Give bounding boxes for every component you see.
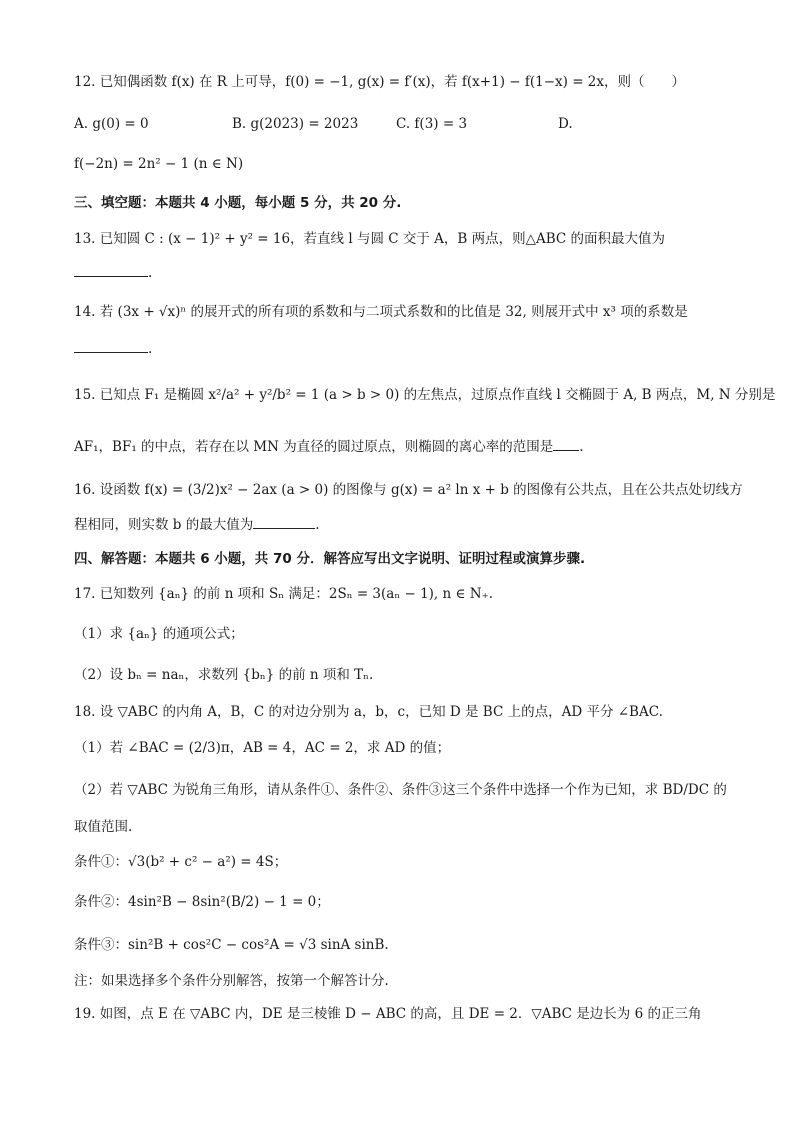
q13-stem: 13. 已知圆 C : (x − 1)² + y² = 16，若直线 l 与圆 C 交于 A，B 两点，则△ABC 的面积最大值为 — [74, 231, 666, 247]
q16-line1: 16. 设函数 f(x) = (3/2)x² − 2ax (a > 0) 的图像与 g(x) = a² ln x + b 的图像有公共点，且在公共点处切线方 — [74, 482, 743, 498]
q12-option-b: B. g(2023) = 2023 — [232, 116, 359, 132]
q17-part2: （2）设 bₙ = naₙ，求数列 {bₙ} 的前 n 项和 Tₙ. — [74, 667, 374, 683]
q13-answer-line: . — [74, 262, 754, 283]
q12-options — [74, 114, 754, 134]
q12-option-c: C. f(3) = 3 — [396, 116, 468, 132]
q18-part2-line2: 取值范围. — [74, 819, 133, 835]
q19-stem: 19. 如图，点 E 在 ▽ABC 内，DE 是三棱锥 D − ABC 的高，且 DE = 2．▽ABC 是边长为 6 的正三角 — [74, 1006, 702, 1022]
section3-heading: 三、填空题：本题共 4 小题，每小题 5 分，共 20 分. — [74, 195, 402, 211]
q18-condition-1: 条件①：√3(b² + c² − a²) = 4S； — [74, 854, 288, 870]
answer-blank — [74, 262, 148, 277]
section4-heading: 四、解答题：本题共 6 小题，共 70 分．解答应写出文字说明、证明过程或演算步骤. — [74, 551, 586, 567]
q18-condition-2: 条件②：4sin²B − 8sin²(B/2) − 1 = 0； — [74, 894, 330, 910]
q18-stem: 18. 设 ▽ABC 的内角 A，B，C 的对边分别为 a，b，c，已知 D 是 BC 上的点，AD 平分 ∠BAC. — [74, 704, 663, 720]
q12-option-d-label: D. — [558, 116, 573, 132]
q16-line2-row: 程相同，则实数 b 的最大值为 . — [74, 514, 754, 535]
answer-blank — [253, 514, 315, 529]
answer-blank — [74, 338, 148, 353]
q15-line2-row: AF₁，BF₁ 的中点，若存在以 MN 为直径的圆过原点，则椭圆的离心率的范围是 . — [74, 436, 754, 457]
q12-option-a: A. g(0) = 0 — [74, 116, 149, 132]
q16-line2: 程相同，则实数 b 的最大值为 — [74, 517, 254, 533]
q18-part1: （1）若 ∠BAC = (2/3)π，AB = 4，AC = 2，求 AD 的值； — [74, 740, 451, 756]
q15-line1: 15. 已知点 F₁ 是椭圆 x²/a² + y²/b² = 1 (a > b > 0) 的左焦点，过原点作直线 l 交椭圆于 A, B 两点，M, N 分别是 — [74, 387, 776, 403]
q12-stem: 12. 已知偶函数 f(x) 在 R 上可导，f(0) = −1, g(x) = f′(x)，若 f(x+1) − f(1−x) = 2x，则（ ） — [74, 74, 685, 90]
q15-line2: AF₁，BF₁ 的中点，若存在以 MN 为直径的圆过原点，则椭圆的离心率的范围是 — [74, 439, 554, 455]
q17-part1: （1）求 {aₙ} 的通项公式； — [74, 626, 244, 642]
answer-blank — [553, 436, 579, 451]
q14-stem: 14. 若 (3x + √x)ⁿ 的展开式的所有项的系数和与二项式系数和的比值是 32, 则展开式中 x³ 项的系数是 — [74, 304, 688, 320]
q17-stem: 17. 已知数列 {aₙ} 的前 n 项和 Sₙ 满足：2Sₙ = 3(aₙ − 1), n ∈ N₊. — [74, 586, 494, 602]
q12-option-d-body: f(−2n) = 2n² − 1 (n ∈ N) — [74, 156, 244, 172]
q18-condition-3: 条件③：sin²B + cos²C − cos²A = √3 sinA sinB. — [74, 937, 389, 953]
q18-part2-line1: （2）若 ▽ABC 为锐角三角形，请从条件①、条件②、条件③这三个条件中选择一个作为已知，求 BD/DC 的 — [74, 782, 727, 798]
q18-note: 注：如果选择多个条件分别解答，按第一个解答计分. — [74, 973, 389, 989]
q14-answer-line: . — [74, 338, 754, 359]
